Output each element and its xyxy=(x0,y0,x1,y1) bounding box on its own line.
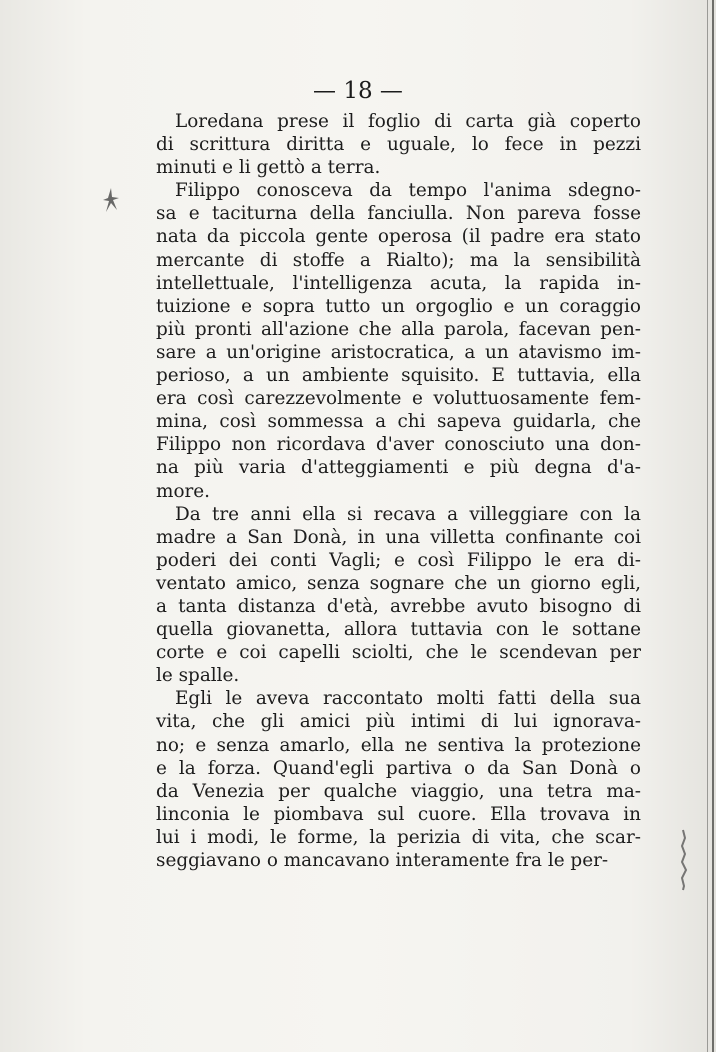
text-line: madre a San Donà, in una villetta confinante coi xyxy=(156,526,641,548)
text-line: tuizione e sopra tutto un orgoglio e un coraggio xyxy=(156,295,641,317)
text-line: Filippo conosceva da tempo l'anima sdegno- xyxy=(175,180,641,202)
text-line: Loredana prese il foglio di carta già coperto xyxy=(175,111,641,132)
paragraph xyxy=(156,503,641,688)
text-line: e la forza. Quand'egli partiva o da San Donà o xyxy=(156,757,641,779)
text-line: mercante di stoffe a Rialto); ma la sensibilità xyxy=(156,249,641,271)
text-line: minuti e li gettò a terra. xyxy=(156,157,381,179)
text-line: more. xyxy=(156,480,211,502)
text-line: a tanta distanza d'età, avrebbe avuto bisogno di xyxy=(156,595,641,617)
text-line: quella giovanetta, allora tuttavia con le sottane xyxy=(156,619,641,641)
body-text xyxy=(156,110,641,872)
text-line: no; e senza amarlo, ella ne sentiva la protezione xyxy=(156,734,641,756)
text-line: più pronti all'azione che alla parola, facevan pen- xyxy=(156,318,641,340)
text-line: perioso, a un ambiente squisito. E tuttavia, ella xyxy=(156,365,641,387)
paragraph xyxy=(156,179,641,502)
text-line: Filippo non ricordava d'aver conosciuto una don- xyxy=(156,434,641,456)
text-line: nata da piccola gente operosa (il padre era stato xyxy=(156,226,641,248)
text-line: na più varia d'atteggiamenti e più degna d'a- xyxy=(156,457,641,479)
text-line: vita, che gli amici più intimi di lui ignorava- xyxy=(156,711,641,733)
text-line: seggiavano o mancavano interamente fra le per- xyxy=(156,850,609,871)
text-line: ventato amico, senza sognare che un giorno egli, xyxy=(156,572,641,594)
text-line: era così carezzevolmente e voluttuosamente fem- xyxy=(156,388,641,410)
text-line: corte e coi capelli sciolti, che le scendevan per xyxy=(156,642,641,664)
page-number: — 18 — xyxy=(313,78,403,104)
text-line: poderi dei conti Vagli; e così Filippo le era di- xyxy=(156,549,641,571)
margin-ink-mark-icon xyxy=(676,828,690,892)
text-line: intellettuale, l'intelligenza acuta, la rapida in- xyxy=(156,272,641,294)
page-edge-line xyxy=(707,0,708,1052)
paragraph xyxy=(156,110,641,179)
margin-pencil-mark-icon xyxy=(100,186,122,214)
text-line: di scrittura diritta e uguale, lo fece in pezzi xyxy=(156,134,641,156)
text-line: le spalle. xyxy=(156,665,240,687)
text-line: lui i modi, le forme, la perizia di vita, che scar- xyxy=(156,826,641,848)
text-line: Egli le aveva raccontato molti fatti della sua xyxy=(175,688,641,710)
text-line: sare a un'origine aristocratica, a un atavismo im- xyxy=(156,341,641,363)
text-line: mina, così sommessa a chi sapeva guidarla, che xyxy=(156,411,641,433)
text-line: da Venezia per qualche viaggio, una tetra ma- xyxy=(156,780,641,802)
page-edge-shadow xyxy=(712,0,714,1052)
text-line: Da tre anni ella si recava a villeggiare con la xyxy=(175,503,641,525)
text-line: linconia le piombava sul cuore. Ella trovava in xyxy=(156,803,641,825)
text-line: sa e taciturna della fanciulla. Non pareva fosse xyxy=(156,203,641,225)
paragraph xyxy=(156,687,641,872)
